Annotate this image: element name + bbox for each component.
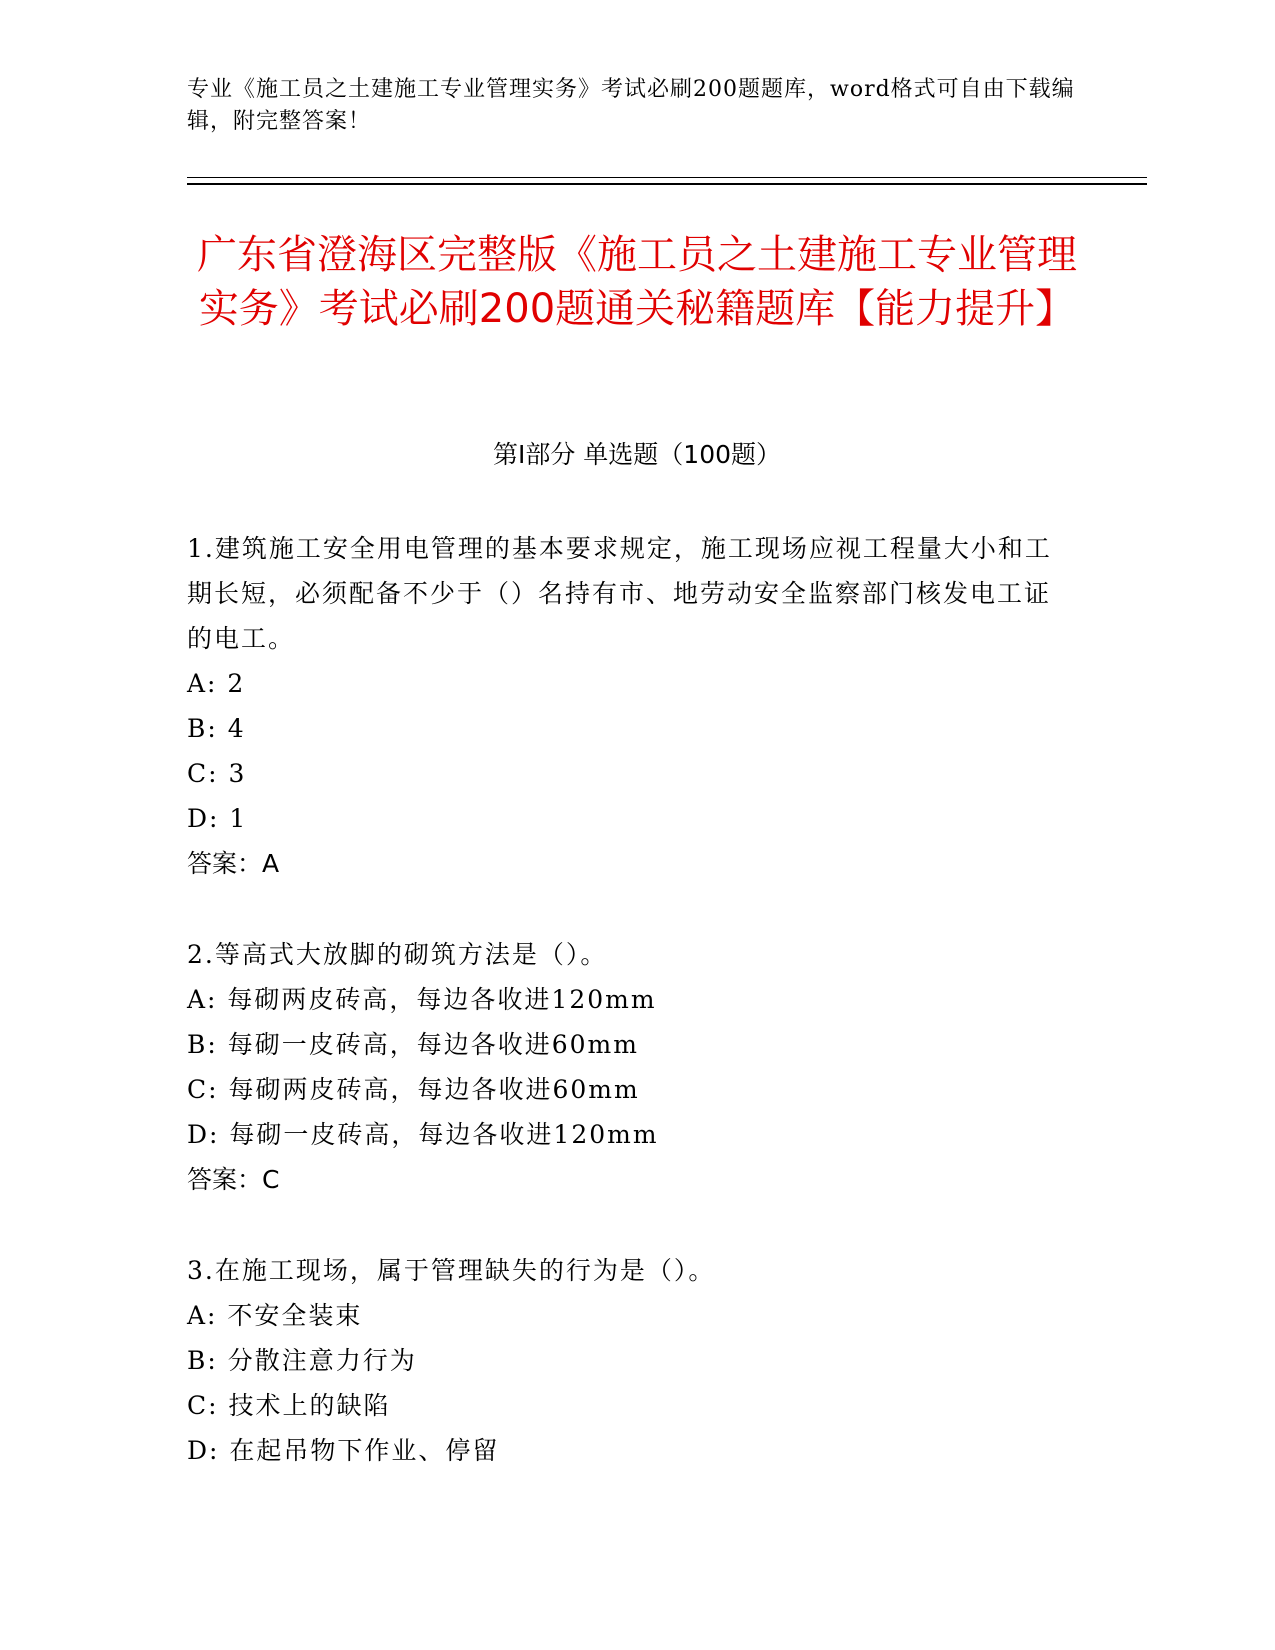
option-c: C: 每砌两皮砖高，每边各收进60mm	[187, 1075, 640, 1104]
question-list	[187, 526, 1067, 1519]
option-c: C: 3	[187, 759, 247, 788]
header-divider-thick	[187, 183, 1147, 185]
option-b: B: 每砌一皮砖高，每边各收进60mm	[187, 1030, 639, 1059]
option-d: D: 每砌一皮砖高，每边各收进120mm	[187, 1120, 659, 1149]
option-b: B: 4	[187, 714, 246, 743]
option-c: C: 技术上的缺陷	[187, 1391, 391, 1420]
option-d: D: 1	[187, 804, 248, 833]
question-stem: 3.在施工现场，属于管理缺失的行为是（）。	[187, 1256, 716, 1285]
option-d: D: 在起吊物下作业、停留	[187, 1436, 500, 1465]
option-b: B: 分散注意力行为	[187, 1346, 417, 1375]
header-note: 专业《施工员之土建施工专业管理实务》考试必刷200题题库，word格式可自由下载编辑，附完整答案！	[187, 77, 1075, 134]
option-a: A: 2	[187, 669, 246, 698]
question-1	[187, 526, 1067, 886]
answer-label: 答案：A	[187, 849, 280, 878]
document-title: 广东省澄海区完整版《施工员之土建施工专业管理实务》考试必刷200题通关秘籍题库【能力提升】	[197, 232, 1077, 332]
answer-label: 答案：C	[187, 1165, 280, 1194]
question-stem: 2.等高式大放脚的砌筑方法是（）。	[187, 940, 608, 969]
question-3	[187, 1248, 1067, 1473]
option-a: A: 不安全装束	[187, 1301, 363, 1330]
section-heading: 第I部分 单选题（100题）	[492, 440, 782, 469]
header-divider-thin	[187, 177, 1147, 178]
question-stem: 1.建筑施工安全用电管理的基本要求规定，施工现场应视工程量大小和工期长短，必须配备不少于（）名持有市、地劳动安全监察部门核发电工证的电工。	[187, 534, 1052, 653]
question-2	[187, 932, 1067, 1202]
option-a: A: 每砌两皮砖高，每边各收进120mm	[187, 985, 657, 1014]
